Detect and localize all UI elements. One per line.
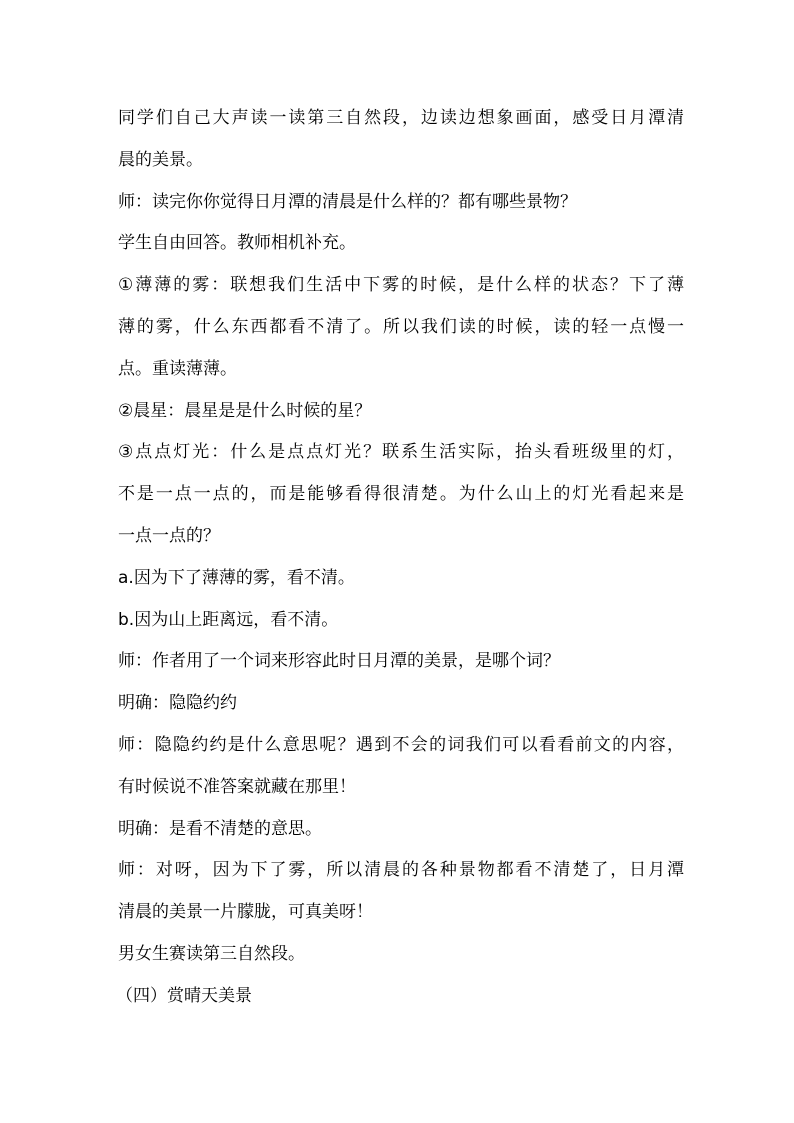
paragraph-line: ②晨星：晨星是是什么时候的星？: [118, 400, 372, 421]
paragraph-line: ③点点灯光：什么是点点灯光？联系生活实际，抬头看班级里的灯，: [118, 442, 684, 463]
paragraph-line: 清晨的美景一片朦胧，可真美呀！: [118, 902, 373, 923]
paragraph-line: 薄的雾，什么东西都看不清了。所以我们读的时候，读的轻一点慢一: [118, 316, 684, 337]
paragraph-line: 明确：隐隐约约: [118, 693, 237, 714]
paragraph-line: ①薄薄的雾：联想我们生活中下雾的时候，是什么样的状态？下了薄: [118, 275, 684, 296]
paragraph-line: 男女生赛读第三自然段。: [118, 943, 305, 964]
paragraph-line: 明确：是看不清楚的意思。: [118, 818, 322, 839]
paragraph-line: 同学们自己大声读一读第三自然段，边读边想象画面，感受日月潭清: [118, 108, 684, 128]
paragraph-line: 晨的美景。: [118, 149, 203, 170]
paragraph-line: b.因为山上距离远，看不清。: [118, 609, 339, 630]
paragraph-line: 不是一点一点的，而是能够看得很清楚。为什么山上的灯光看起来是: [118, 484, 684, 505]
paragraph-line: 有时候说不准答案就藏在那里！: [118, 776, 356, 797]
paragraph-line: 师：作者用了一个词来形容此时日月潭的美景，是哪个词？: [118, 651, 560, 672]
section-heading: （四）赏晴天美景: [116, 985, 252, 1006]
paragraph-line: a.因为下了薄薄的雾，看不清。: [118, 567, 355, 588]
paragraph-line: 一点一点的？: [118, 525, 220, 546]
paragraph-line: 点。重读薄薄。: [118, 358, 237, 379]
paragraph-line: 师：读完你你觉得日月潭的清晨是什么样的？都有哪些景物？: [118, 191, 577, 212]
paragraph-line: 学生自由回答。教师相机补充。: [118, 233, 356, 254]
document-body: [118, 98, 684, 1018]
paragraph-line: 师：隐隐约约是什么意思呢？遇到不会的词我们可以看看前文的内容，: [118, 734, 684, 755]
paragraph-line: 师：对呀，因为下了雾，所以清晨的各种景物都看不清楚了，日月潭: [118, 860, 684, 881]
